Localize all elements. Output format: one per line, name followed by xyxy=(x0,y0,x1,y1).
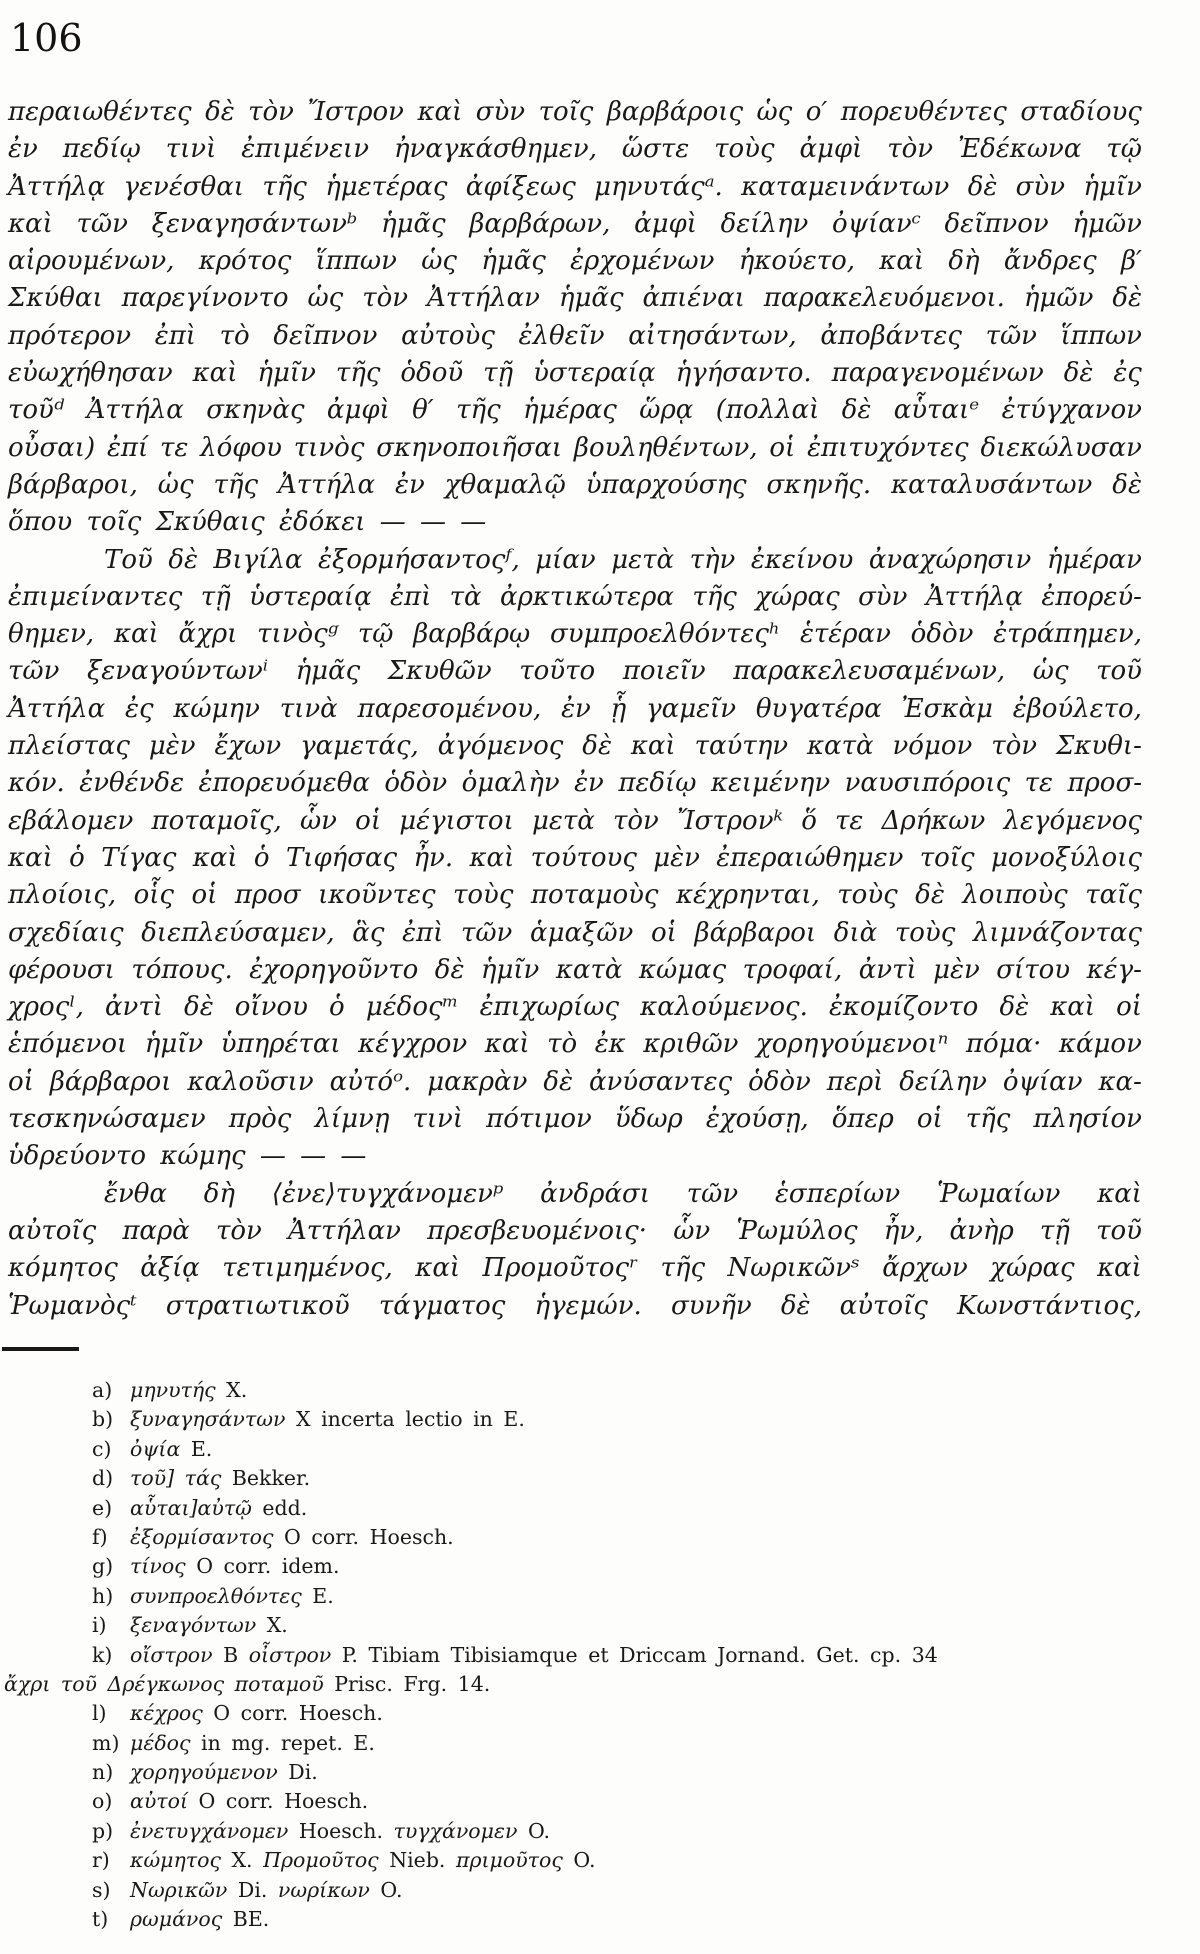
text-line: φέρουσι τόπους. ἐχορηγοῦντο δὲ ἡμῖν κατὰ κώμας τροφαί, ἀντὶ μὲν σίτου κέγ- xyxy=(8,954,1142,985)
footnote xyxy=(4,1699,1146,1728)
text-line: εὐωχήθησαν καὶ ἡμῖν τῆς ὁδοῦ τῇ ὑστεραίᾳ ἡγήσαντο. παραγενομένων δὲ ἐς xyxy=(8,358,1142,389)
footnote-text: κώμητος X. Προμοῦτος Nieb. πριμοῦτος O. xyxy=(130,1848,596,1873)
text-line: κόν. ἐνθένδε ἐπορευόμεθα ὁδὸν ὁμαλὴν ἐν πεδίῳ κειμένην ναυσιπόροις τε προσ- xyxy=(8,768,1142,799)
text-line: πρότερον ἐπὶ τὸ δεῖπνον αὐτοὺς ἐλθεῖν αἰτησάντων, ἀποβάντες τῶν ἵππων xyxy=(8,320,1142,351)
footnote-label: h) xyxy=(92,1583,114,1608)
footnote-text: χορηγούμενον Di. xyxy=(130,1760,318,1785)
footnote-text: τίνος O corr. idem. xyxy=(130,1554,340,1579)
footnote-label: o) xyxy=(92,1789,113,1814)
footnote-text: αὗται]αὐτῷ edd. xyxy=(130,1495,308,1520)
text-line: βάρβαροι, ὡς τῆς Ἀττήλα ἐν χθαμαλῷ ὑπαρχούσης σκηνῆς. καταλυσάντων δὲ xyxy=(8,469,1142,500)
text-line: αὐτοῖς παρὰ τὸν Ἀττήλαν πρεσβευομένοις· ὧν Ῥωμύλος ἦν, ἀνὴρ τῇ τοῦ xyxy=(8,1215,1142,1246)
footnote-label: l) xyxy=(92,1701,107,1726)
text-line: καὶ ὁ Τίγας καὶ ὁ Τιφήσας ἦν. καὶ τούτους μὲν ἐπεραιώθημεν τοῖς μονοξύλοις xyxy=(8,842,1142,873)
main-text-block xyxy=(8,94,1142,1325)
text-line: τοῦᵈ Ἀττήλα σκηνὰς ἀμφὶ θ′ τῆς ἡμέρας ὥρᾳ (πολλαὶ δὲ αὗταιᵉ ἐτύγχανον xyxy=(8,395,1142,426)
footnote xyxy=(4,1494,1146,1523)
text-line: περαιωθέντες δὲ τὸν Ἴστρον καὶ σὺν τοῖς βαρβάροις ὡς ο′ πορευθέντες σταδίους xyxy=(8,97,1142,127)
text-line: ἐπιμείναντες τῇ ὑστεραίᾳ ἐπὶ τὰ ἀρκτικώτερα τῆς χώρας σὺν Ἀττήλᾳ ἐπορεύ- xyxy=(8,581,1142,612)
footnote-separator-rule xyxy=(2,1347,79,1351)
footnote-label: n) xyxy=(92,1760,114,1785)
text-line: καὶ τῶν ξεναγησάντωνᵇ ἡμᾶς βαρβάρων, ἀμφὶ δείλην ὀψίανᶜ δεῖπνον ἡμῶν xyxy=(8,208,1142,239)
footnote-label: p) xyxy=(92,1818,114,1843)
footnote-text: συνπροελθόντες E. xyxy=(130,1583,334,1608)
footnote-text: τοῦ] τάς Bekker. xyxy=(130,1466,311,1491)
footnote-label: g) xyxy=(92,1554,114,1579)
footnote xyxy=(4,1787,1146,1816)
footnote xyxy=(4,1464,1146,1493)
footnote-label: d) xyxy=(92,1466,114,1491)
text-line: ὑδρεύοντο κώμης — — — xyxy=(8,1141,367,1172)
text-line: οἱ βάρβαροι καλοῦσιν αὐτόᵒ. μακρὰν δὲ ἀνύσαντες ὁδὸν περὶ δείλην ὀψίαν κα- xyxy=(8,1066,1142,1097)
footnote-text: αὐτοί O corr. Hoesch. xyxy=(130,1789,369,1814)
text-line: Τοῦ δὲ Βιγίλα ἐξορμήσαντοςᶠ, μίαν μετὰ τὴν ἐκείνου ἀναχώρησιν ἡμέραν xyxy=(104,544,1142,575)
footnote-text: Νωρικῶν Di. νωρίκων O. xyxy=(130,1877,403,1902)
page-number: 106 xyxy=(10,16,83,60)
text-line: Ῥωμανὸςᵗ στρατιωτικοῦ τάγματος ἡγεμών. συνῆν δὲ αὐτοῖς Κωνστάντιος, xyxy=(8,1290,1142,1321)
text-line: εβάλομεν ποταμοῖς, ὧν οἱ μέγιστοι μετὰ τὸν Ἴστρονᵏ ὅ τε Δρήκων λεγόμενος xyxy=(8,805,1142,836)
footnote-text: ξυναγησάντων X incerta lectio in E. xyxy=(130,1407,525,1432)
footnote xyxy=(4,1582,1146,1611)
text-line: ἑπόμενοι ἡμῖν ὑπηρέται κέγχρον καὶ τὸ ἐκ κριθῶν χορηγούμενοιⁿ πόμα· κάμον xyxy=(8,1029,1142,1060)
footnote-label: a) xyxy=(92,1378,113,1402)
footnote-label: r) xyxy=(92,1848,110,1873)
text-line: αἱρουμένων, κρότος ἵππων ὡς ἡμᾶς ἐρχομένων ἠκούετο, καὶ δὴ ἄνδρες β′ xyxy=(8,246,1142,277)
footnote xyxy=(4,1876,1146,1905)
footnote xyxy=(4,1552,1146,1581)
footnote xyxy=(4,1641,1146,1670)
text-line: οὖσαι) ἐπί τε λόφου τινὸς σκηνοποιῆσαι βουληθέντων, οἱ ἐπιτυχόντες διεκώλυσαν xyxy=(8,432,1142,463)
footnote-label: c) xyxy=(92,1436,112,1461)
footnote xyxy=(4,1846,1146,1875)
text-line: χροςˡ, ἀντὶ δὲ οἴνου ὁ μέδοςᵐ ἐπιχωρίως καλούμενος. ἐκομίζοντο δὲ καὶ οἱ xyxy=(8,992,1142,1023)
text-line: Σκύθαι παρεγίνοντο ὡς τὸν Ἀττήλαν ἡμᾶς ἀπιέναι παρακελευόμενοι. ἡμῶν δὲ xyxy=(8,283,1142,314)
text-line: τῶν ξεναγούντωνⁱ ἡμᾶς Σκυθῶν τοῦτο ποιεῖν παρακελευσαμένων, ὡς τοῦ xyxy=(8,656,1142,687)
text-line: θημεν, καὶ ἄχρι τινὸςᵍ τῷ βαρβάρῳ συμπροελθόντεςʰ ἑτέραν ὁδὸν ἐτράπημεν, xyxy=(8,619,1142,650)
footnote xyxy=(4,1817,1146,1846)
footnote-label: i) xyxy=(92,1613,107,1638)
footnote xyxy=(4,1523,1146,1552)
footnote xyxy=(4,1435,1146,1464)
text-line: τεσκηνώσαμεν πρὸς λίμνῃ τινὶ πότιμον ὕδωρ ἐχούσῃ, ὅπερ οἱ τῆς πλησίον xyxy=(8,1104,1142,1135)
footnote-text: ξεναγόντων X. xyxy=(130,1613,288,1638)
footnote xyxy=(4,1758,1146,1787)
footnote-text: ὀψία E. xyxy=(130,1436,213,1461)
footnote xyxy=(4,1905,1146,1934)
text-line: πλείστας μὲν ἔχων γαμετάς, ἀγόμενος δὲ καὶ ταύτην κατὰ νόμον τὸν Σκυθι- xyxy=(8,731,1142,762)
text-line: ἐν πεδίῳ τινὶ ἐπιμένειν ἠναγκάσθημεν, ὥστε τοὺς ἀμφὶ τὸν Ἐδέκωνα τῷ xyxy=(8,134,1142,165)
footnote-label: t) xyxy=(92,1907,109,1932)
text-line: Ἀττήλα ἐς κώμην τινὰ παρεσομένου, ἐν ᾗ γαμεῖν θυγατέρα Ἐσκὰμ ἐβούλετο, xyxy=(8,693,1142,724)
text-line: πλοίοις, οἷς οἱ προσ ικοῦντες τοὺς ποταμοὺς κέχρηνται, τοὺς δὲ λοιποὺς ταῖς xyxy=(8,880,1142,911)
footnote xyxy=(4,1729,1146,1758)
footnote-label: k) xyxy=(92,1642,113,1667)
footnote-text: ἐνετυγχάνομεν Hoesch. τυγχάνομεν O. xyxy=(130,1818,551,1843)
footnote xyxy=(4,1376,1146,1405)
footnote-text: οἴστρον B οἶστρον P. Tibiam Tibisiamque et Driccam Jornand. Get. cp. 34 xyxy=(130,1642,938,1667)
footnote-label: s) xyxy=(92,1877,111,1902)
footnote-text: ἐξορμίσαντος O corr. Hoesch. xyxy=(130,1524,454,1549)
footnote-label: e) xyxy=(92,1495,113,1520)
text-line: ἔνθα δὴ ⟨ἐνε⟩τυγχάνομενᵖ ἀνδράσι τῶν ἑσπερίων Ῥωμαίων καὶ xyxy=(104,1178,1142,1209)
footnote-label: b) xyxy=(92,1407,114,1432)
footnotes-block xyxy=(4,1376,1146,1934)
text-line: σχεδίαις διεπλεύσαμεν, ἃς ἐπὶ τῶν ἁμαξῶν οἱ βάρβαροι διὰ τοὺς λιμνάζοντας xyxy=(8,917,1142,948)
text-line: Ἀττήλᾳ γενέσθαι τῆς ἡμετέρας ἀφίξεως μηνυτάςᵃ. καταμεινάντων δὲ σὺν ἡμῖν xyxy=(8,171,1142,202)
text-line: κόμητος ἀξίᾳ τετιμημένος, καὶ Προμοῦτοςʳ τῆς Νωρικῶνˢ ἄρχων χώρας καὶ xyxy=(8,1253,1142,1284)
footnote-text: κέχρος O corr. Hoesch. xyxy=(130,1701,383,1726)
footnote-label: m) xyxy=(92,1730,120,1755)
footnote-text: μέδος in mg. repet. E. xyxy=(130,1730,375,1755)
footnote-continuation: ἄχρι τοῦ Δρέγκωνος ποταμοῦ Prisc. Frg. 14. xyxy=(4,1671,491,1696)
footnote xyxy=(4,1405,1146,1434)
footnote-text: μηνυτής X. xyxy=(130,1378,248,1402)
footnote xyxy=(4,1611,1146,1640)
text-line: ὅπου τοῖς Σκύθαις ἐδόκει — — — xyxy=(8,507,487,538)
footnote-text: ρωμάνος BE. xyxy=(130,1907,270,1932)
footnote-label: f) xyxy=(92,1524,108,1549)
